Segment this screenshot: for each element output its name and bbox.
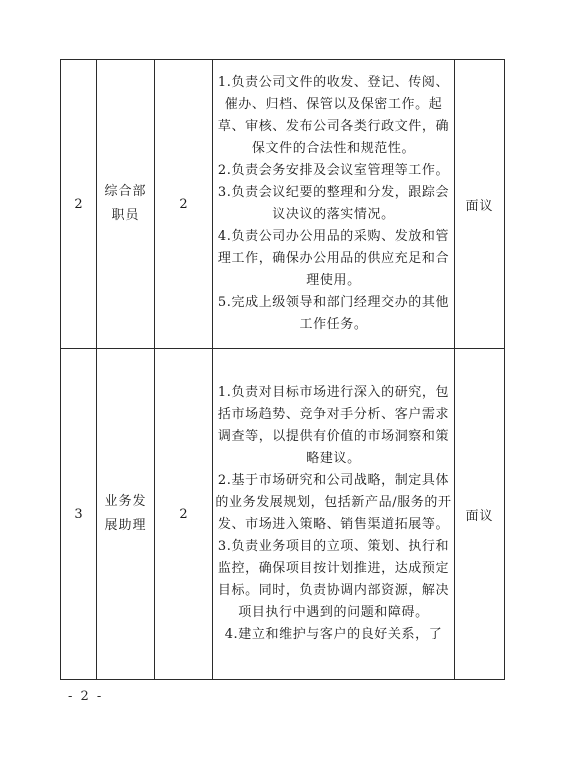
headcount: 2 xyxy=(155,349,213,680)
duty-item: 1.负责公司文件的收发、登记、传阅、催办、归档、保管以及保密工作。起草、审核、发布公司各类行政文件，确保文件的合法性和规范性。 xyxy=(217,75,450,156)
job-duties xyxy=(213,349,455,680)
duty-item: 3.负责业务项目的立项、策划、执行和监控，确保项目按计划推进，达成预定目标。同时，负责协调内部资源，解决项目执行中遇到的问题和障碍。 xyxy=(217,539,450,620)
duty-item: 1.负责对目标市场进行深入的研究，包括市场趋势、竞争对手分析、客户需求调查等，以提供有价值的市场洞察和策略建议。 xyxy=(217,385,450,466)
job-duties xyxy=(213,60,455,349)
headcount: 2 xyxy=(155,60,213,349)
page-number: - 2 - xyxy=(68,689,104,704)
assessment-method: 面议 xyxy=(455,349,505,680)
duty-item: 2.负责会务安排及会议室管理等工作。 xyxy=(217,163,450,178)
duty-item: 2.基于市场研究和公司战略，制定具体的业务发展规划，包括新产品/服务的开发、市场进入策略、销售渠道拓展等。 xyxy=(215,473,452,532)
duty-item: 3.负责会议纪要的整理和分发，跟踪会议决议的落实情况。 xyxy=(217,185,450,222)
position-title-line: 业务发 xyxy=(104,494,147,509)
row-index: 3 xyxy=(61,349,97,680)
position-title xyxy=(97,60,155,349)
position-title xyxy=(97,349,155,680)
table-row xyxy=(61,349,505,680)
position-title-line: 职员 xyxy=(111,208,140,223)
duty-item: 5.完成上级领导和部门经理交办的其他工作任务。 xyxy=(217,295,450,332)
position-title-line: 展助理 xyxy=(104,518,147,533)
duty-item: 4.建立和维护与客户的良好关系，了 xyxy=(224,627,443,642)
table-row xyxy=(61,60,505,349)
position-title-line: 综合部 xyxy=(104,184,147,199)
assessment-method: 面议 xyxy=(455,60,505,349)
job-positions-table xyxy=(60,59,505,680)
duty-item: 4.负责公司办公用品的采购、发放和管理工作，确保办公用品的供应充足和合理使用。 xyxy=(217,229,450,288)
row-index: 2 xyxy=(61,60,97,349)
